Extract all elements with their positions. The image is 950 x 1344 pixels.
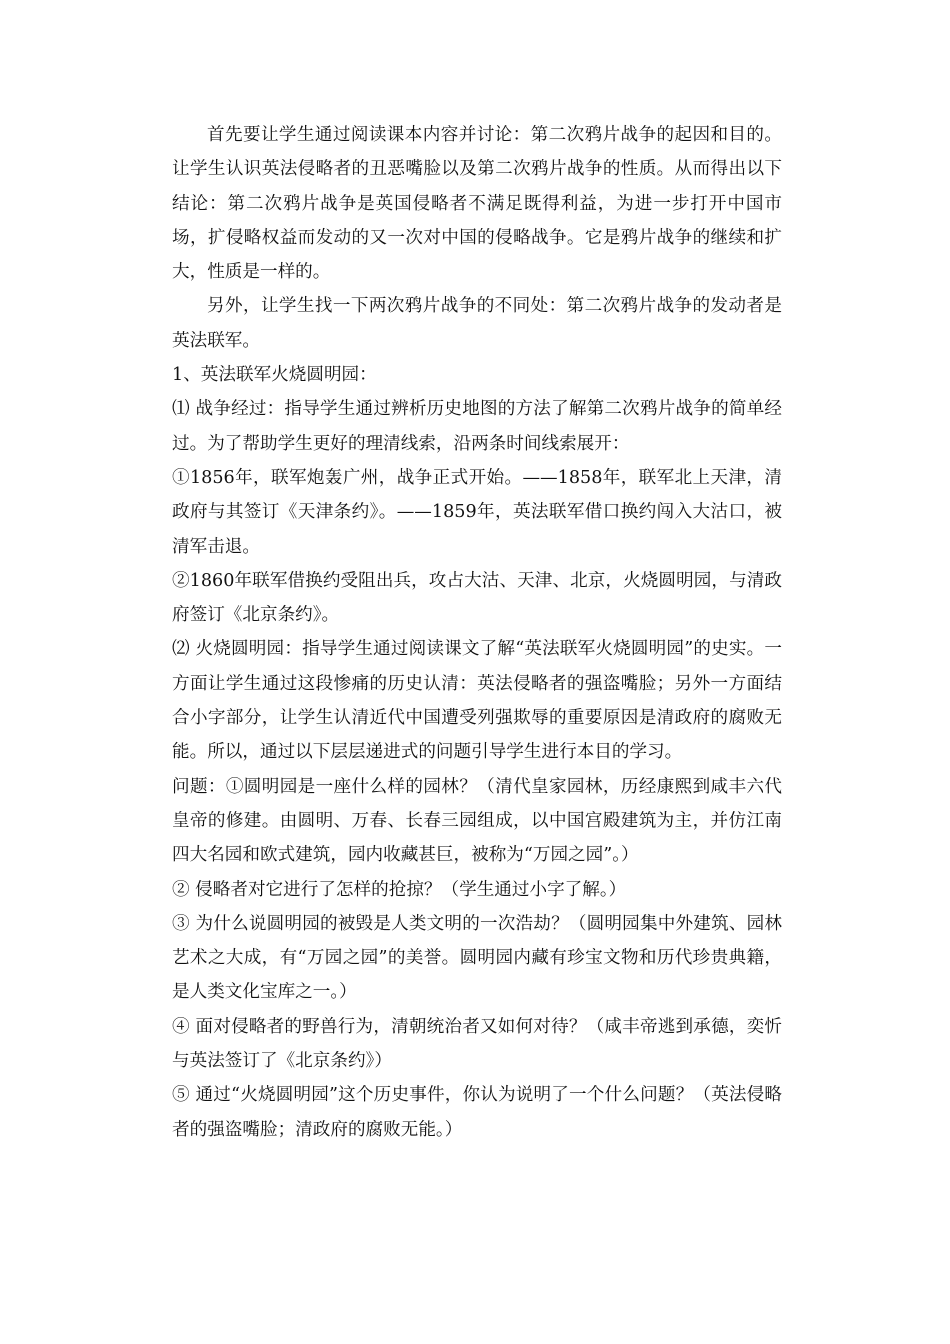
question-1: 问题：①圆明园是一座什么样的园林？（清代皇家园林，历经康熙到咸丰六代皇帝的修建。由圆明、万春、长春三园组成，以中国宫殿建筑为主，并仿江南四大名园和欧式建筑，园内收藏甚巨，被称为“万园之园”。） [172,776,782,866]
section-heading: 1、英法联军火烧圆明园： [172,365,377,386]
paragraph-war-process: ⑴ 战争经过：指导学生通过辨析历史地图的方法了解第二次鸦片战争的简单经过。为了帮助学生更好的理清线索，沿两条时间线索展开： [172,399,782,454]
paragraph-war-difference: 另外，让学生找一下两次鸦片战争的不同处：第二次鸦片战争的发动者是英法联军。 [172,296,782,351]
question-2: ② 侵略者对它进行了怎样的抢掠？（学生通过小字了解。） [172,879,627,900]
paragraph-burning-palace: ⑵ 火烧圆明园：指导学生通过阅读课文了解“英法联军火烧圆明园”的史实。一方面让学生通过这段惨痛的历史认清：英法侵略者的强盗嘴脸；另外一方面结合小字部分，让学生认清近代中国遭受列强欺辱的重要原因是清政府的腐败无能。所以，通过以下层层递进式的问题引导学生进行本目的学习。 [172,639,782,763]
question-5: ⑤ 通过“火烧圆明园”这个历史事件，你认为说明了一个什么问题？（英法侵略者的强盗嘴脸；清政府的腐败无能。） [172,1085,782,1140]
paragraph-war-cause: 首先要让学生通过阅读课本内容并讨论：第二次鸦片战争的起因和目的。让学生认识英法侵略者的丑恶嘴脸以及第二次鸦片战争的性质。从而得出以下结论：第二次鸦片战争是英国侵略者不满足既得利益，为进一步打开中国市场，扩侵略权益而发动的又一次对中国的侵略战争。它是鸦片战争的继续和扩大，性质是一样的。 [172,125,782,283]
timeline-item-2: ②1860年联军借换约受阻出兵，攻占大沽、天津、北京，火烧圆明园，与清政府签订《北京条约》。 [172,570,782,626]
question-4: ④ 面对侵略者的野兽行为，清朝统治者又如何对待？（咸丰帝逃到承德，奕忻与英法签订了《北京条约》） [172,1016,782,1072]
timeline-item-1: ①1856年，联军炮轰广州，战争正式开始。——1858年，联军北上天津，清政府与其签订《天津条约》。——1859年，英法联军借口换约闯入大沽口，被清军击退。 [172,467,782,557]
document-body [172,118,782,1147]
question-3: ③ 为什么说圆明园的被毁是人类文明的一次浩劫？（圆明园集中外建筑、园林艺术之大成，有“万园之园”的美誉。圆明园内藏有珍宝文物和历代珍贵典籍，是人类文化宝库之一。） [172,913,782,1003]
